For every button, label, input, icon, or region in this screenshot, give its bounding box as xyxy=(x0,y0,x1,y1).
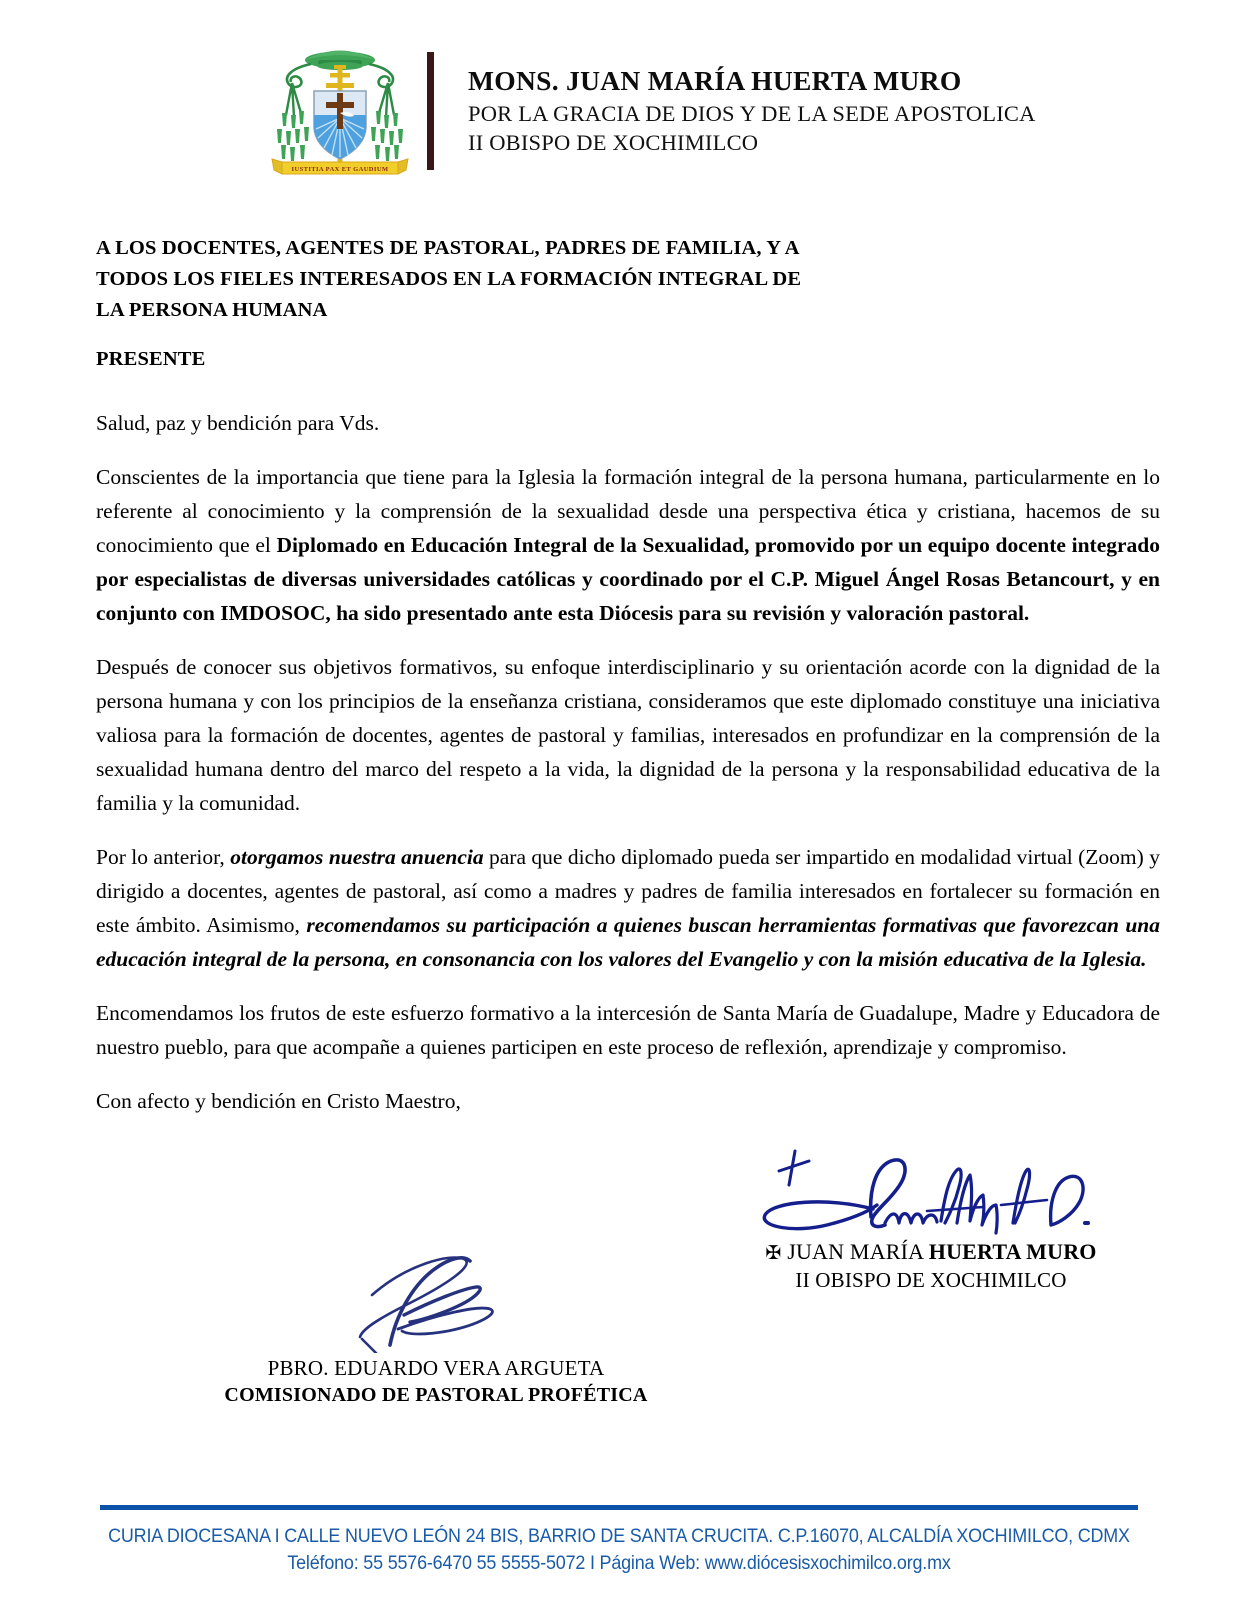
handwritten-signature-bishop-icon xyxy=(751,1145,1111,1243)
paragraph-1-segment-bold: Diplomado en Educación Integral de la Sexualidad, promovido por un equipo docente integrado por especialistas de diversas universidades católicas y coordinado por el C.P. Miguel Ángel Rosas Betancourt, y en conjunto con IMDOSOC, ha sido presentado ante esta Diócesis para su revisión y valoración pastoral. xyxy=(96,533,1160,626)
signature-block-commissioner xyxy=(201,1243,671,1407)
bishop-signature-name xyxy=(696,1239,1166,1265)
paragraph-2: Después de conocer sus objetivos formativos, su enfoque interdisciplinario y su orientación acorde con la dignidad de la persona humana y con los principios de la enseñanza cristiana, consideramos que este diplomado constituye una iniciativa valiosa para la formación de docentes, agentes de pastoral y familias, interesados en profundizar en la comprensión de la sexualidad humana dentro del marco del respeto a la vida, la dignidad de la persona y la responsabilidad educativa de la familia y la comunidad. xyxy=(96,655,1160,816)
coat-of-arms-icon xyxy=(252,43,427,178)
addressee-line-2: TODOS LOS FIELES INTERESADOS EN LA FORMACIÓN INTEGRAL DE xyxy=(96,268,802,291)
svg-text:IUSTITIA PAX ET GAUDIUM: IUSTITIA PAX ET GAUDIUM xyxy=(291,166,388,173)
bishop-signature-role: II OBISPO DE XOCHIMILCO xyxy=(795,1267,1067,1292)
episcopal-cross-icon: ✠ xyxy=(765,1242,782,1264)
footer-divider-rule xyxy=(100,1505,1138,1510)
paragraph-3-segment-emphasis-b: recomendamos su participación a quienes buscan herramientas formativas que favorezcan una educación integral de la persona, en consonancia con los valores del Evangelio y con la misión educativa de la Iglesia. xyxy=(96,913,1160,972)
bishop-signature-name-light: JUAN MARÍA xyxy=(787,1238,929,1264)
signature-area xyxy=(96,1139,1160,1429)
bishop-title-line-2: II OBISPO DE XOCHIMILCO xyxy=(468,129,759,155)
addressee-block xyxy=(96,233,1160,326)
greeting-paragraph: Salud, paz y bendición para Vds. xyxy=(96,411,380,436)
paragraph-4: Encomendamos los frutos de este esfuerzo formativo a la intercesión de Santa María de Guadalupe, Madre y Educadora de nuestro pueblo, para que acompañe a quienes participen en este proceso de reflexión, aprendizaje y compromiso. xyxy=(96,1001,1160,1059)
addressee-line-3: LA PERSONA HUMANA xyxy=(96,299,328,322)
header-vertical-divider xyxy=(427,52,434,170)
commissioner-signature-role: COMISIONADO DE PASTORAL PROFÉTICA xyxy=(224,1383,648,1406)
document-body xyxy=(0,233,1238,1429)
paragraph-3-segment-plain-b: para que dicho diplomado pueda ser impartido en modalidad virtual (Zoom) y dirigido a docentes, agentes de pastoral, así como a madres y padres de familia interesados en fortalecer su formación en este ámbito. Asimismo, xyxy=(96,845,1160,938)
addressee-line-1: A LOS DOCENTES, AGENTES DE PASTORAL, PADRES DE FAMILIA, Y A xyxy=(96,237,800,259)
paragraph-1 xyxy=(96,461,1160,631)
closing-paragraph: Con afecto y bendición en Cristo Maestro, xyxy=(96,1088,461,1113)
footer-address-line: CURIA DIOCESANA I CALLE NUEVO LEÓN 24 BIS, BARRIO DE SANTA CRUCITA. C.P.16070, ALCALDÍA XOCHIMILCO, CDMX xyxy=(108,1524,1130,1547)
commissioner-signature-name: PBRO. EDUARDO VERA ARGUETA xyxy=(267,1355,605,1380)
bishop-signature-name-bold: HUERTA MURO xyxy=(928,1238,1097,1264)
bishop-name-heading: MONS. JUAN MARÍA HUERTA MURO xyxy=(468,64,962,96)
page-footer xyxy=(0,1505,1238,1600)
presente-label: PRESENTE xyxy=(96,348,206,371)
paragraph-3 xyxy=(96,841,1160,977)
footer-contact-line: Teléfono: 55 5576-6470 55 5555-5072 I Página Web: www.diócesisxochimilco.org.mx xyxy=(287,1552,951,1575)
signature-block-bishop xyxy=(696,1145,1166,1293)
letterhead xyxy=(0,0,1238,175)
paragraph-3-segment-emphasis-a: otorgamos nuestra anuencia xyxy=(230,845,484,870)
bishop-title-line-1: POR LA GRACIA DE DIOS Y DE LA SEDE APOSTOLICA xyxy=(468,101,1036,127)
handwritten-signature-commissioner-icon xyxy=(286,1243,586,1353)
letterhead-text-block xyxy=(468,64,1036,155)
paragraph-1-segment-plain: Conscientes de la importancia que tiene para la Iglesia la formación integral de la persona humana, particularmente en lo referente al conocimiento y la comprensión de la sexualidad desde una perspectiva ética y cristiana, hacemos de su conocimiento que el xyxy=(96,465,1160,558)
paragraph-3-segment-plain-a: Por lo anterior, xyxy=(96,845,231,870)
